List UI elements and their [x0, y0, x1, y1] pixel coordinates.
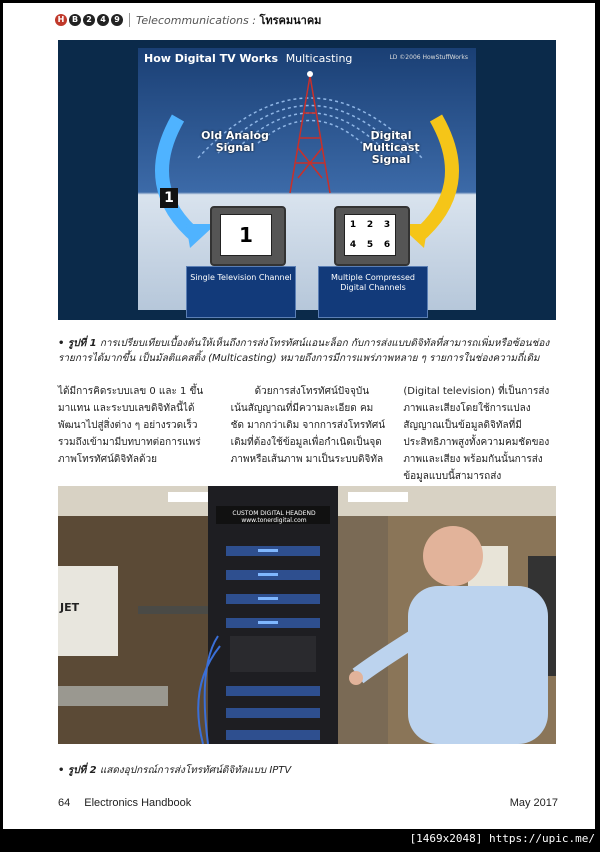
badge-letter: H: [55, 14, 67, 26]
upload-watermark: [1469x2048] https://upic.me/: [409, 832, 595, 845]
analog-arrow: [162, 118, 198, 238]
digital-tv-channels: [344, 214, 396, 256]
magazine-badge: [55, 14, 123, 26]
digital-signal-label: Digital Multicast Signal: [362, 129, 420, 166]
digital-tv-diagram: [138, 48, 476, 310]
rack-label-title: CUSTOM DIGITAL HEADEND: [232, 510, 316, 517]
section-title: [136, 11, 321, 29]
badge-letter: 9: [111, 14, 123, 26]
analog-signal-label: Old Analog Signal: [201, 129, 269, 154]
issue-date: May 2017: [509, 797, 558, 809]
analog-tv-channel: 1: [220, 214, 272, 256]
diagram-title-sub: Multicasting: [285, 52, 353, 65]
body-column-1: ได้มีการคิดระบบเลข 0 และ 1 ขึ้นมาแทน และระบบเลขดิจิทัลนี้ได้พัฒนาไปสู่สิ่งต่าง ๆ อย่างรวดเร็ว รวมถึงเข้ามามีบทบาทต่อการแพร่ภาพโทรทัศน์ดิจิทัลด้วย: [58, 386, 204, 465]
section-title-th: โทรคมนาคม: [259, 14, 322, 27]
section-title-en: Telecommunications :: [136, 14, 260, 27]
channel-number: 6: [383, 240, 391, 251]
diagram-title-main: How Digital TV Works: [144, 52, 279, 65]
book-title: Electronics Handbook: [84, 797, 192, 809]
figure-1-image: [58, 40, 556, 320]
figure-2-caption: [58, 763, 291, 778]
caption-1-prefix: • รูปที่ 1: [58, 338, 97, 349]
badge-letter: 2: [83, 14, 95, 26]
figure-1-caption: [58, 336, 558, 366]
analog-arrow-number: 1: [160, 188, 178, 208]
badge-letter: 4: [97, 14, 109, 26]
single-channel-box: Single Television Channel: [186, 266, 296, 318]
channel-number: 3: [383, 219, 391, 230]
analog-tv-icon: [210, 206, 286, 266]
caption-2-text: แสดงอุปกรณ์การส่งโทรทัศน์ดิจิทัลแบบ IPTV: [99, 765, 292, 776]
channel-number: 4: [349, 240, 357, 251]
footer-left: [58, 797, 205, 809]
page-number: 64: [58, 797, 71, 809]
rack-label: [224, 510, 324, 524]
body-columns: [58, 383, 558, 485]
badge-letter: B: [69, 14, 81, 26]
page-header: [55, 11, 321, 29]
digital-tv-icon: [334, 206, 410, 266]
rack-label-url: www.tonerdigital.com: [241, 517, 307, 524]
channel-number: 1: [349, 219, 357, 230]
caption-1-text: การเปรียบเทียบเบื้องต้นให้เห็นถึงการส่งโทรทัศน์แอนะล็อก กับการส่งแบบดิจิทัลที่สามารถเพิ่มหรือซ้อนช่องรายการได้มากขึ้น เป็นมัลติแคสติ้ง (Multicasting) หมายถึงการมีการแพร่ภาพหลาย ๆ รายการในช่องความถี่เดิม: [58, 338, 550, 364]
machine-label: JET: [60, 601, 80, 614]
body-column-3: (Digital television) ที่เป็นการส่งภาพและเสียงโดยใช้การแปลงสัญญาณเป็นข้อมูลดิจิทัลที่มีประสิทธิภาพสูงทั้งความคมชัดของภาพและเสียง พร้อมกันนั้นการส่งข้อมูลแบบนี้สามารถส่ง: [403, 386, 550, 482]
caption-2-prefix: • รูปที่ 2: [58, 765, 97, 776]
diagram-copyright: LD ©2006 HowStuffWorks: [389, 54, 468, 61]
channel-number: 2: [366, 219, 374, 230]
channel-number: 5: [366, 240, 374, 251]
body-column-2: ด้วยการส่งโทรทัศน์ปัจจุบันเน้นสัญญาณที่มีความละเอียด คมชัด มากกว่าเดิม จากการส่งโทรทัศน์เดิมที่ต้องใช้ข้อมูลเพื่อกำเนิดเป็นจุดภาพหรือเส้นภาพ มาเป็นระบบดิจิทัล: [230, 386, 386, 465]
multiple-channel-box: Multiple Compressed Digital Channels: [318, 266, 428, 318]
page-footer: [58, 797, 558, 809]
iptv-equipment-photo: [58, 486, 556, 744]
figure-2-photo: [58, 486, 556, 744]
tower-icon: [290, 76, 330, 193]
header-divider: [129, 13, 130, 27]
magazine-page: [3, 3, 595, 829]
